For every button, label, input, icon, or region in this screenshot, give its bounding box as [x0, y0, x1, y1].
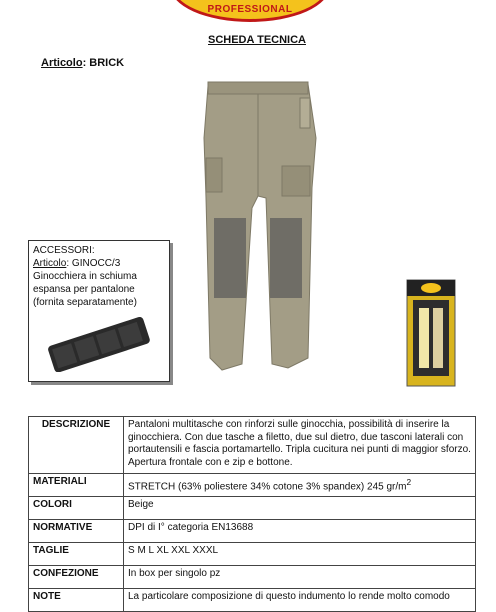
- accessories-code: [33, 257, 137, 270]
- article-line: [41, 57, 124, 69]
- article-value: : BRICK: [82, 57, 125, 69]
- accessories-code-label: Articolo: [33, 258, 67, 269]
- spec-value-materiali: [124, 474, 476, 497]
- spec-key-materiali: MATERIALI: [29, 474, 124, 497]
- page-title: SCHEDA TECNICA: [208, 34, 306, 46]
- spec-value-normative: DPI di I° categoria EN13688: [124, 520, 476, 543]
- accessories-title: ACCESSORI:: [33, 245, 95, 256]
- spec-key-taglie: TAGLIE: [29, 543, 124, 566]
- pants-image: [196, 78, 326, 378]
- spec-value-confezione: In box per singolo pz: [124, 566, 476, 589]
- spec-row-note: [29, 589, 476, 612]
- accessories-desc-2: espansa per pantalone: [33, 284, 135, 295]
- product-box-image: [403, 278, 459, 388]
- accessories-desc-3: (fornita separatamente): [33, 297, 137, 308]
- spec-table: [28, 416, 476, 612]
- spec-value-note: La particolare composizione di questo indumento lo rende molto comodo: [124, 589, 476, 612]
- spec-row-materiali: [29, 474, 476, 497]
- spec-row-colori: [29, 497, 476, 520]
- spec-key-colori: COLORI: [29, 497, 124, 520]
- materiali-text: STRETCH (63% poliestere 34% cotone 3% spandex) 245 gr/m: [128, 481, 407, 493]
- spec-key-descrizione: DESCRIZIONE: [29, 417, 124, 474]
- spec-value-taglie: S M L XL XXL XXXL: [124, 543, 476, 566]
- accessories-code-value: : GINOCC/3: [66, 258, 121, 269]
- spec-row-taglie: [29, 543, 476, 566]
- spec-row-descrizione: [29, 417, 476, 474]
- spec-key-confezione: CONFEZIONE: [29, 566, 124, 589]
- spec-value-descrizione: Pantaloni multitasche con rinforzi sulle ginocchia, possibilità di inserire la ginocchiera. Con due tasche a filetto, due sul dietro, due tasconi laterali con portautensili e fascia portamartello. Tripla cucitura nei punti di maggior sforzo. Apertura frontale con e zip e bottone.: [124, 417, 476, 474]
- spec-key-normative: NORMATIVE: [29, 520, 124, 543]
- spec-key-note: NOTE: [29, 589, 124, 612]
- spec-row-normative: [29, 520, 476, 543]
- accessories-text: [33, 244, 137, 309]
- brand-logo: [170, 0, 330, 22]
- accessories-desc-1: Ginocchiera in schiuma: [33, 271, 137, 282]
- spec-value-colori: Beige: [124, 497, 476, 520]
- materiali-unit-sup: 2: [406, 477, 412, 487]
- spec-row-confezione: [29, 566, 476, 589]
- logo-text: PROFESSIONAL: [207, 4, 293, 15]
- accessories-box: [28, 240, 170, 382]
- article-label: Articolo: [41, 57, 83, 69]
- kneepad-image: [41, 317, 156, 372]
